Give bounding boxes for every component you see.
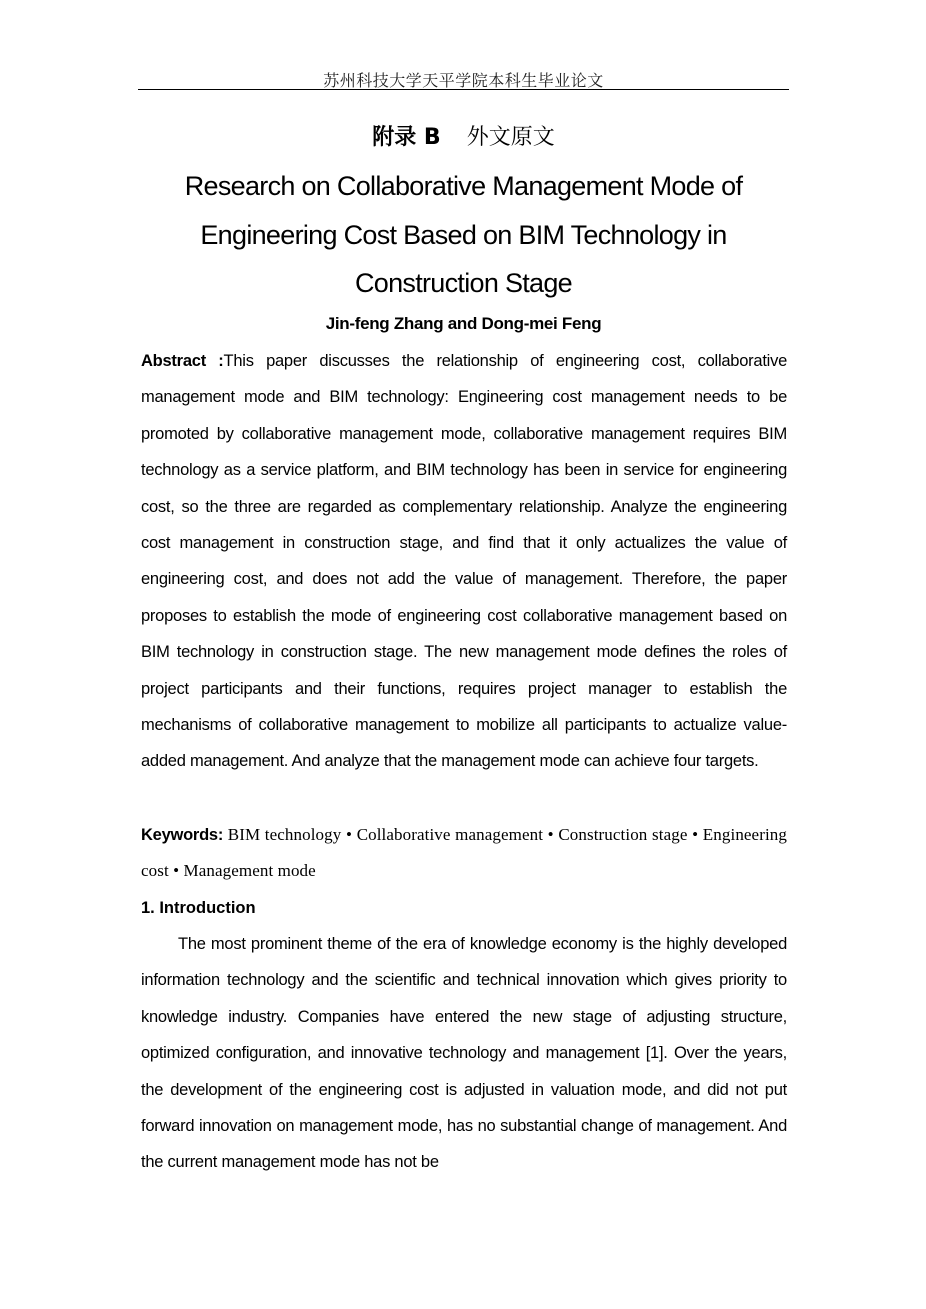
keywords-text: BIM technology • Collaborative management • Construction stage • Engineering cost • Management mode — [141, 825, 787, 881]
abstract-paragraph — [141, 343, 787, 780]
section-heading-introduction: 1. Introduction — [141, 899, 256, 917]
keywords-label: Keywords: — [141, 826, 224, 844]
abstract-text: This paper discusses the relationship of engineering cost, collaborative management mode and BIM technology: Engineering cost management needs to be promoted by collaborative management mode, collaborative management requires BIM technology as a service platform, and BIM technology has been in service for engineering cost, so the three are regarded as complementary relationship. Analyze the engineering cost management in construction stage, and find that it only actualizes the value of engineering cost, and does not add the value of management. Therefore, the paper proposes to establish the mode of engineering cost collaborative management based on BIM technology in construction stage. The new management mode defines the roles of project participants and their functions, requires project manager to establish the mechanisms of collaborative management to mobilize all participants to actualize value-added management. And analyze that the management mode can achieve four targets. — [141, 352, 788, 771]
introduction-paragraph: The most prominent theme of the era of knowledge economy is the highly developed information technology and the scientific and technical innovation which gives priority to knowledge industry. Companies have entered the new stage of adjusting structure, optimized configuration, and innovative technology and management [1]. Over the years, the development of the engineering cost is adjusted in valuation mode, and did not put forward innovation on management mode, has no substantial change of management. And the current management mode has not be — [141, 935, 787, 1172]
header-divider — [138, 89, 789, 90]
appendix-label: 附录 B — [372, 125, 441, 150]
appendix-title: 外文原文 — [466, 125, 555, 150]
abstract-label: Abstract : — [141, 352, 224, 370]
keywords-paragraph — [141, 817, 787, 890]
appendix-heading — [138, 120, 789, 151]
paper-title: Research on Collaborative Management Mode of Engineering Cost Based on BIM Technology in Construction Stage — [184, 171, 743, 298]
paper-authors: Jin-feng Zhang and Dong-mei Feng — [325, 314, 602, 333]
running-header: 苏州科技大学天平学院本科生毕业论文 — [323, 71, 604, 90]
